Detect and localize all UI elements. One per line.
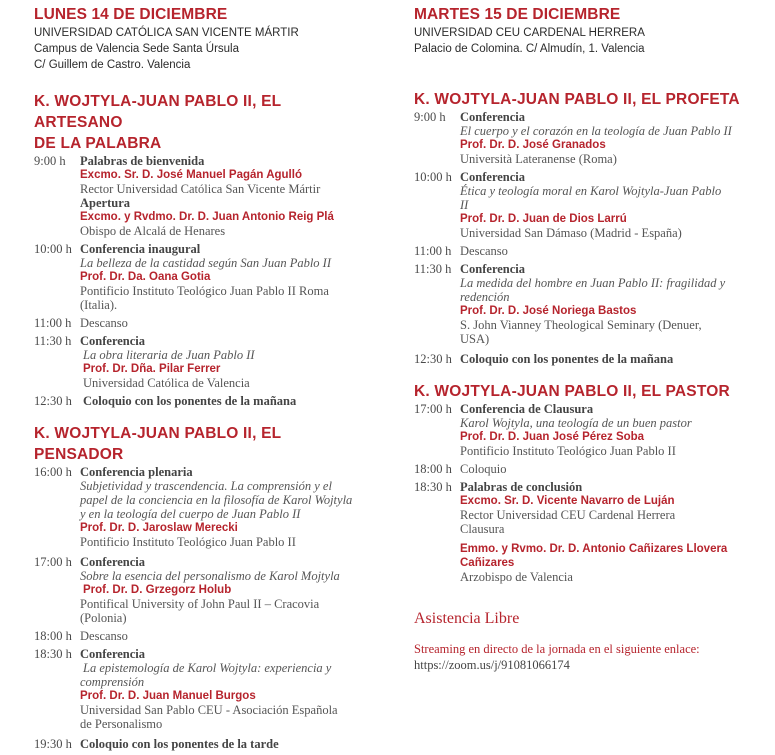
speaker: Prof. Dr. D. Jaroslaw Merecki xyxy=(80,522,238,534)
venue-line: Campus de Valencia Sede Santa Úrsula xyxy=(34,43,239,55)
speaker: Excmo. Sr. D. Vicente Navarro de Luján xyxy=(460,495,675,507)
speaker: Prof. Dr. D. José Granados xyxy=(460,139,606,151)
schedule-row xyxy=(414,480,754,584)
schedule-row xyxy=(34,154,372,238)
talk-title: Ética y teología moral en Karol Wojtyla-Juan Pablo xyxy=(460,184,722,198)
speaker: Prof. Dr. D. Juan Manuel Burgos xyxy=(80,690,256,702)
session-title: Conferencia de Clausura xyxy=(460,402,594,416)
speaker: Prof. Dr. Da. Oana Gotia xyxy=(80,271,211,283)
day-heading: LUNES 14 DE DICIEMBRE xyxy=(34,6,228,23)
institution: Clausura xyxy=(460,522,505,536)
institution: S. John Vianney Theological Seminary (Denuer, xyxy=(460,318,702,332)
talk-title: Subjetividad y trascendencia. La comprensión y el xyxy=(80,479,332,493)
speaker: Cañizares xyxy=(460,557,515,569)
streaming-link[interactable]: https://zoom.us/j/91081066174 xyxy=(414,658,570,672)
time: 18:00 h xyxy=(414,462,452,476)
speaker: Emmo. y Rvmo. Dr. D. Antonio Cañizares Llovera xyxy=(460,543,728,555)
section-title: K. WOJTYLA-JUAN PABLO II, EL PASTOR xyxy=(414,383,730,400)
session-title: Palabras de bienvenida xyxy=(80,154,205,168)
talk-title: II xyxy=(460,198,469,212)
talk-title: y en la teología del cuerpo de Juan Pablo II xyxy=(80,507,301,521)
colloquium-label: Coloquio con los ponentes de la mañana xyxy=(460,352,674,366)
speaker: Excmo. y Rvdmo. Dr. D. Juan Antonio Reig Plá xyxy=(80,211,334,223)
break-label: Descanso xyxy=(80,629,128,643)
institution: Universidad San Pablo CEU - Asociación Española xyxy=(80,703,338,717)
institution: Universidad San Dámaso (Madrid - España) xyxy=(460,226,682,240)
session-title: Conferencia xyxy=(80,334,146,348)
time: 10:00 h xyxy=(34,242,72,256)
schedule-row xyxy=(34,647,372,731)
section-title: DE LA PALABRA xyxy=(34,135,162,152)
institution: USA) xyxy=(460,332,490,346)
institution: Pontificio Instituto Teológico Juan Pablo II xyxy=(80,535,296,549)
time: 18:30 h xyxy=(414,480,452,494)
talk-title: redención xyxy=(460,290,510,304)
schedule-row xyxy=(414,402,754,458)
session-title: Conferencia xyxy=(460,110,526,124)
venue-line: UNIVERSIDAD CATÓLICA SAN VICENTE MÁRTIR xyxy=(34,27,299,39)
speaker: Prof. Dr. D. Juan José Pérez Soba xyxy=(460,431,645,443)
schedule-row xyxy=(414,462,754,476)
venue-line: Palacio de Colomina. C/ Almudín, 1. Valencia xyxy=(414,43,645,55)
talk-title: Karol Wojtyla, una teología de un buen pastor xyxy=(460,416,692,430)
institution: Pontificio Instituto Teológico Juan Pablo II Roma xyxy=(80,284,329,298)
speaker: Prof. Dr. D. José Noriega Bastos xyxy=(460,305,637,317)
schedule-row xyxy=(414,352,754,366)
schedule-row xyxy=(414,170,754,240)
talk-title: El cuerpo y el corazón en la teología de Juan Pablo II xyxy=(460,124,732,138)
talk-title: Sobre la esencia del personalismo de Karol Mojtyla xyxy=(80,569,340,583)
time: 11:30 h xyxy=(34,334,72,348)
time: 18:00 h xyxy=(34,629,72,643)
time: 12:30 h xyxy=(34,394,72,408)
free-attendance-note: Asistencia Libre xyxy=(414,610,520,627)
talk-title: papel de la conciencia en la filosofía de Karol Wojtyla xyxy=(80,493,353,507)
venue-line: C/ Guillem de Castro. Valencia xyxy=(34,59,191,71)
time: 18:30 h xyxy=(34,647,72,661)
colloquium-label: Coloquio xyxy=(460,462,507,476)
venue-line: UNIVERSIDAD CEU CARDENAL HERRERA xyxy=(414,27,645,39)
streaming-note: Streaming en directo de la jornada en el siguiente enlace: xyxy=(414,642,700,656)
talk-title: comprensión xyxy=(80,675,145,689)
break-label: Descanso xyxy=(460,244,508,258)
time: 12:30 h xyxy=(414,352,452,366)
speaker: Excmo. Sr. D. José Manuel Pagán Agulló xyxy=(80,169,302,181)
talk-title: La obra literaria de Juan Pablo II xyxy=(83,348,255,362)
time: 17:00 h xyxy=(414,402,452,416)
section-title: K. WOJTYLA-JUAN PABLO II, EL PROFETA xyxy=(414,91,740,108)
colloquium-label: Coloquio con los ponentes de la mañana xyxy=(83,394,297,408)
institution: Pontificio Instituto Teológico Juan Pablo II xyxy=(460,444,676,458)
speaker: Prof. Dr. D. Juan de Dios Larrú xyxy=(460,213,627,225)
session-title: Conferencia plenaria xyxy=(80,465,193,479)
time: 11:00 h xyxy=(34,316,72,330)
time: 10:00 h xyxy=(414,170,452,184)
schedule-row xyxy=(34,555,372,625)
schedule-row xyxy=(414,110,754,166)
institution: (Italia). xyxy=(80,298,118,312)
schedule-row xyxy=(34,629,372,643)
talk-title: La medida del hombre en Juan Pablo II: fragilidad y xyxy=(460,276,726,290)
break-label: Descanso xyxy=(80,316,128,330)
speaker: Prof. Dr. D. Grzegorz Holub xyxy=(83,584,232,596)
colloquium-label: Coloquio con los ponentes de la tarde xyxy=(80,737,279,751)
institution: Arzobispo de Valencia xyxy=(460,570,573,584)
session-title: Conferencia xyxy=(460,170,526,184)
institution: Universidad Católica de Valencia xyxy=(83,376,250,390)
institution: Pontifical University of John Paul II – Cracovia xyxy=(80,597,320,611)
institution: de Personalismo xyxy=(80,717,163,731)
session-title: Conferencia xyxy=(80,647,146,661)
speaker: Prof. Dr. Dña. Pilar Ferrer xyxy=(83,363,221,375)
time: 9:00 h xyxy=(34,154,66,168)
schedule-row xyxy=(34,465,372,549)
time: 11:30 h xyxy=(414,262,452,276)
section-title: K. WOJTYLA-JUAN PABLO II, EL PENSADOR xyxy=(34,425,282,463)
schedule-row xyxy=(34,394,372,408)
day-heading: MARTES 15 DE DICIEMBRE xyxy=(414,6,621,23)
tuesday-column xyxy=(414,0,754,673)
session-title: Apertura xyxy=(80,196,130,210)
session-title: Conferencia xyxy=(80,555,146,569)
time: 17:00 h xyxy=(34,555,72,569)
session-title: Palabras de conclusión xyxy=(460,480,583,494)
schedule-row xyxy=(34,242,372,312)
institution: Università Lateranense (Roma) xyxy=(460,152,617,166)
time: 16:00 h xyxy=(34,465,72,479)
schedule-row xyxy=(414,244,754,258)
schedule-row xyxy=(34,316,372,330)
talk-title: La belleza de la castidad según San Juan Pablo II xyxy=(80,256,332,270)
institution: (Polonia) xyxy=(80,611,127,625)
section-title: K. WOJTYLA-JUAN PABLO II, EL ARTESANO xyxy=(34,93,282,131)
institution: Obispo de Alcalá de Henares xyxy=(80,224,226,238)
schedule-row xyxy=(34,737,372,751)
institution: Rector Universidad Católica San Vicente Mártir xyxy=(80,182,321,196)
session-title: Conferencia xyxy=(460,262,526,276)
institution: Rector Universidad CEU Cardenal Herrera xyxy=(460,508,676,522)
time: 9:00 h xyxy=(414,110,446,124)
schedule-row xyxy=(414,262,754,346)
time: 19:30 h xyxy=(34,737,72,751)
time: 11:00 h xyxy=(414,244,452,258)
talk-title: La epistemología de Karol Wojtyla: experiencia y xyxy=(83,661,332,675)
monday-column xyxy=(34,0,372,755)
schedule-row xyxy=(34,334,372,390)
session-title: Conferencia inaugural xyxy=(80,242,201,256)
